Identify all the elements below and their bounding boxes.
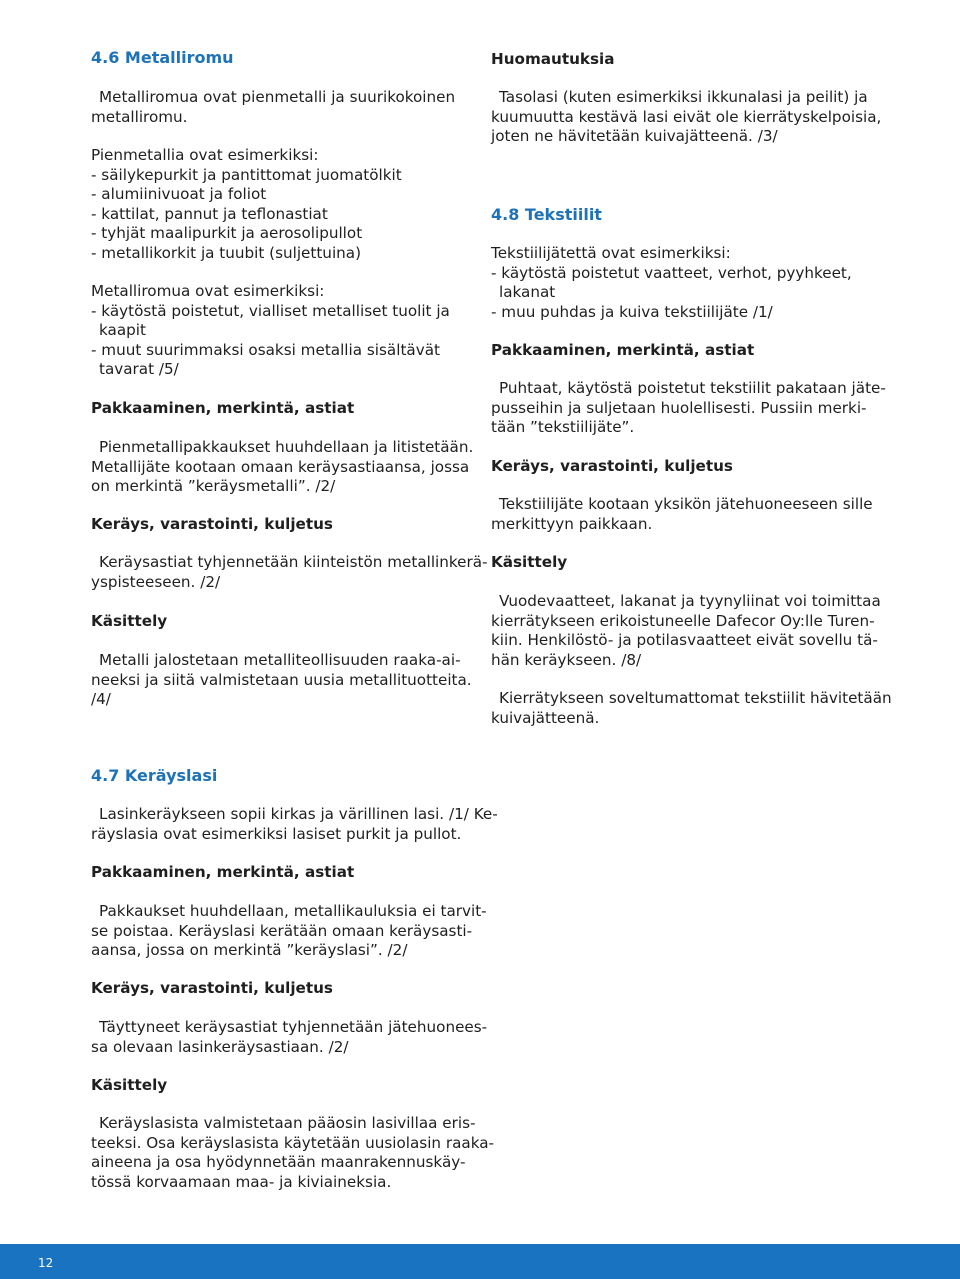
text-line: Tekstiilijätettä ovat esimerkiksi:	[491, 244, 731, 262]
textiles-list	[491, 244, 870, 322]
text-line: teeksi. Osa keräyslasista käytetään uusiolasin raaka-	[91, 1133, 495, 1152]
textiles-packaging-text	[491, 379, 886, 438]
text-line: kuumuutta kestävä lasi eivät ole kierrätyskelpoisia,	[491, 107, 882, 126]
text-line: Metalliromua ovat esimerkiksi:	[91, 282, 325, 300]
text-line: Lasinkeräykseen sopii kirkas ja värillinen lasi. /1/ Ke-	[99, 805, 498, 823]
metal-heading: 4.6 Metalliromu	[91, 48, 234, 67]
text-line: - muut suurimmaksi osaksi metallia sisältävät	[91, 340, 440, 359]
glass-intro	[91, 805, 498, 844]
text-line: tavarat /5/	[99, 360, 179, 378]
text-line: metalliromu.	[91, 107, 188, 126]
text-line: Metalliromua ovat pienmetalli ja suurikokoinen	[99, 88, 456, 106]
text-line: - säilykepurkit ja pantittomat juomatölkit	[91, 165, 402, 184]
text-line: Pakkaukset huuhdellaan, metallikauluksia ei tarvit-	[99, 902, 487, 920]
text-line: kaapit	[99, 321, 146, 339]
text-line: Tekstiilijäte kootaan yksikön jätehuoneeseen sille	[499, 495, 873, 513]
text-line: lakanat	[499, 283, 556, 301]
text-line: Keräysastiat tyhjennetään kiinteistön metallinkerä-	[99, 553, 488, 571]
text-line: hän keräykseen. /8/	[491, 650, 642, 669]
text-line: Pienmetallipakkaukset huuhdellaan ja litistetään.	[99, 438, 474, 456]
text-line: - kattilat, pannut ja teflonastiat	[91, 204, 328, 223]
text-line: - käytöstä poistetut vaatteet, verhot, pyyhkeet,	[491, 263, 852, 282]
text-line: yspisteeseen. /2/	[91, 572, 221, 591]
text-line: neeksi ja siitä valmistetaan uusia metallituotteita.	[91, 670, 472, 689]
text-line: Vuodevaatteet, lakanat ja tyynyliinat voi toimittaa	[499, 592, 881, 610]
text-line: - alumiinivuoat ja foliot	[91, 185, 267, 203]
textiles-processing-heading: Käsittely	[491, 553, 568, 571]
text-line: Keräyslasista valmistetaan pääosin lasivillaa eris-	[99, 1114, 476, 1132]
text-line: merkittyyn paikkaan.	[491, 514, 653, 533]
text-line: pusseihin ja suljetaan huolellisesti. Pussiin merki-	[491, 398, 867, 417]
text-line: räyslasia ovat esimerkiksi lasiset purkit ja pullot.	[91, 824, 462, 843]
text-line: Tasolasi (kuten esimerkiksi ikkunalasi ja peilit) ja	[499, 88, 868, 106]
glass-section	[91, 0, 498, 1200]
text-line: kierrätykseen erikoistuneelle Dafecor Oy:lle Turen-	[491, 611, 875, 630]
glass-processing-heading: Käsittely	[91, 1076, 168, 1094]
textiles-packaging-heading: Pakkaaminen, merkintä, astiat	[491, 341, 755, 359]
text-line: tään ”tekstiilijäte”.	[491, 418, 635, 436]
text-line: on merkintä ”keräysmetalli”. /2/	[91, 477, 336, 495]
notes-text	[491, 88, 882, 147]
metal-packaging-heading: Pakkaaminen, merkintä, astiat	[91, 399, 355, 417]
text-line: kiin. Henkilöstö- ja potilasvaatteet eivät sovellu tä-	[491, 631, 878, 649]
text-line: - tyhjät maalipurkit ja aerosolipullot	[91, 224, 363, 242]
text-line: aansa, jossa on merkintä ”keräyslasi”. /2/	[91, 941, 408, 959]
glass-heading: 4.7 Keräyslasi	[91, 766, 218, 785]
textiles-collection-heading: Keräys, varastointi, kuljetus	[491, 457, 733, 475]
textiles-processing-text	[491, 592, 881, 670]
text-line: Pienmetallia ovat esimerkiksi:	[91, 146, 319, 164]
text-line: sa olevaan lasinkeräysastiaan. /2/	[91, 1037, 349, 1056]
text-line: aineena ja osa hyödynnetään maanrakennuskäy-	[91, 1153, 466, 1171]
metal-processing-heading: Käsittely	[91, 612, 168, 630]
glass-collection-text	[91, 1018, 488, 1057]
textiles-disposal-text	[491, 689, 892, 728]
text-line: /4/	[91, 690, 111, 708]
text-line: Puhtaat, käytöstä poistetut tekstiilit pakataan jäte-	[499, 379, 886, 397]
text-line: joten ne hävitetään kuivajätteenä. /3/	[491, 127, 778, 145]
page-number: 12	[38, 1256, 54, 1270]
text-line: - metallikorkit ja tuubit (suljettuina)	[91, 243, 362, 262]
right-column	[491, 0, 892, 740]
glass-packaging-text	[91, 902, 487, 961]
text-line: - käytöstä poistetut, vialliset metalliset tuolit ja	[91, 301, 450, 320]
text-line: Metalli jalostetaan metalliteollisuuden raaka-ai-	[99, 651, 461, 669]
text-line: - muu puhdas ja kuiva tekstiilijäte /1/	[491, 302, 773, 321]
text-line: Metallijäte kootaan omaan keräysastiaansa, jossa	[91, 457, 470, 476]
notes-heading: Huomautuksia	[491, 50, 615, 68]
text-line: Kierrätykseen soveltumattomat tekstiilit hävitetään	[499, 689, 892, 707]
text-line: tössä korvaamaan maa- ja kiviaineksia.	[91, 1172, 392, 1191]
glass-processing-text	[91, 1114, 495, 1192]
metal-collection-heading: Keräys, varastointi, kuljetus	[91, 515, 333, 533]
glass-packaging-heading: Pakkaaminen, merkintä, astiat	[91, 863, 355, 881]
glass-collection-heading: Keräys, varastointi, kuljetus	[91, 979, 333, 997]
textiles-collection-text	[491, 495, 873, 534]
textiles-heading: 4.8 Tekstiilit	[491, 205, 602, 224]
text-line: Täyttyneet keräysastiat tyhjennetään jätehuonees-	[99, 1018, 488, 1036]
text-line: se poistaa. Keräyslasi kerätään omaan keräysasti-	[91, 921, 473, 940]
text-line: kuivajätteenä.	[491, 708, 600, 727]
page-footer	[0, 1244, 960, 1279]
